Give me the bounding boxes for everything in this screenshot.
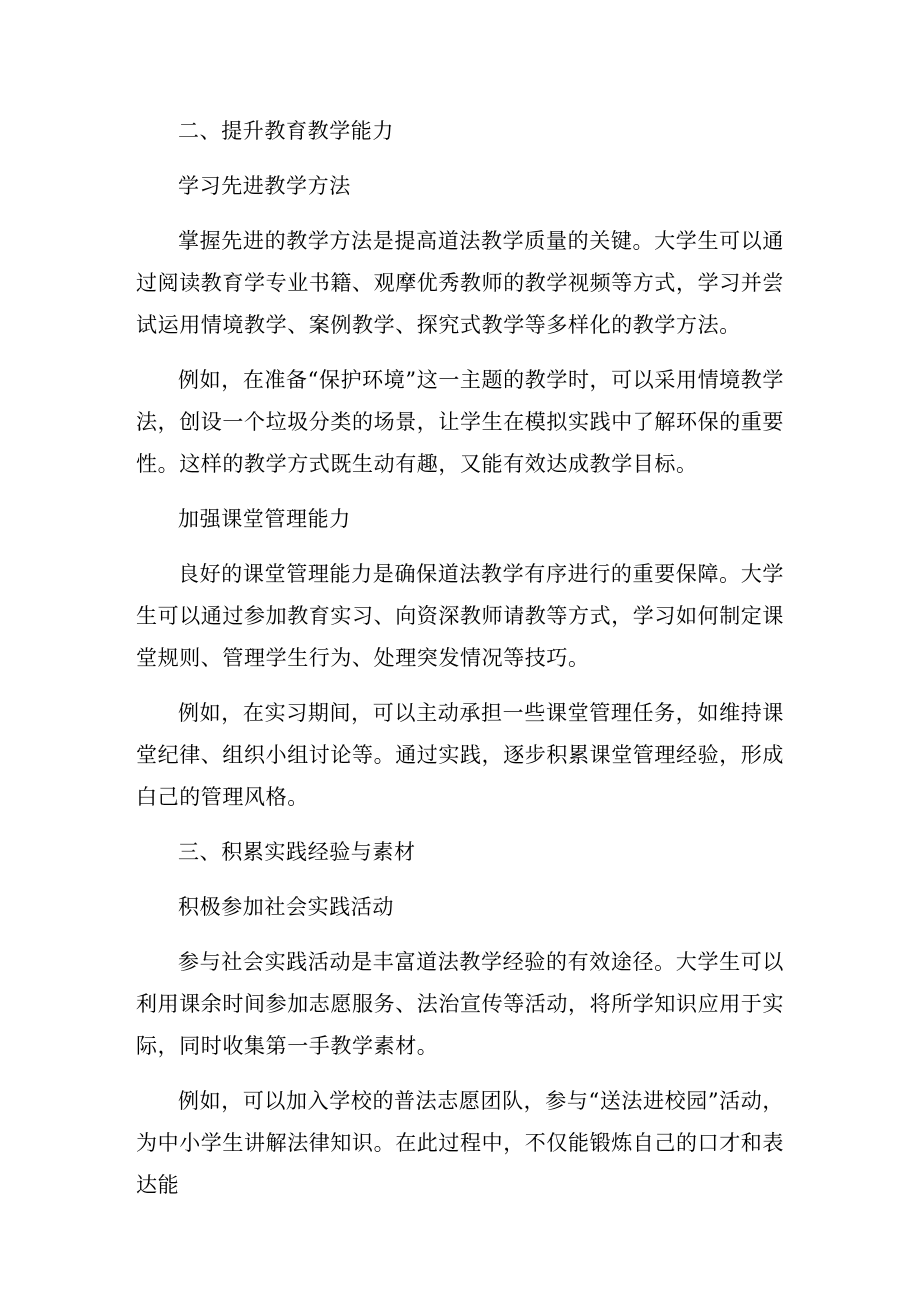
subsection-heading: 加强课堂管理能力 bbox=[178, 507, 351, 531]
section-heading: 三、积累实践经验与素材 bbox=[178, 840, 416, 864]
subsection-heading: 学习先进教学方法 bbox=[178, 174, 351, 198]
body-paragraph: 掌握先进的教学方法是提高道法教学质量的关键。大学生可以通过阅读教育学专业书籍、观摩优秀教师的教学视频等方式，学习并尝试运用情境教学、案例教学、探究式教学等多样化的教学方法。 bbox=[136, 229, 784, 337]
body-paragraph: 例如，在准备“保护环境”这一主题的教学时，可以采用情境教学法，创设一个垃圾分类的场景，让学生在模拟实践中了解环保的重要性。这样的教学方式既生动有趣，又能有效达成教学目标。 bbox=[136, 368, 784, 476]
body-paragraph: 参与社会实践活动是丰富道法教学经验的有效途径。大学生可以利用课余时间参加志愿服务、法治宣传等活动，将所学知识应用于实际，同时收集第一手教学素材。 bbox=[136, 950, 784, 1058]
body-paragraph: 例如，可以加入学校的普法志愿团队，参与“送法进校园”活动，为中小学生讲解法律知识。在此过程中，不仅能锻炼自己的口才和表达能 bbox=[136, 1089, 784, 1197]
subsection-heading: 积极参加社会实践活动 bbox=[178, 895, 394, 919]
body-paragraph: 例如，在实习期间，可以主动承担一些课堂管理任务，如维持课堂纪律、组织小组讨论等。通过实践，逐步积累课堂管理经验，形成白己的管理风格。 bbox=[136, 701, 784, 809]
document-body bbox=[136, 110, 784, 1219]
section-heading: 二、提升教育教学能力 bbox=[178, 119, 394, 143]
body-paragraph: 良好的课堂管理能力是确保道法教学有序进行的重要保障。大学生可以通过参加教育实习、向资深教师请教等方式，学习如何制定课堂规则、管理学生行为、处理突发情况等技巧。 bbox=[136, 562, 784, 670]
